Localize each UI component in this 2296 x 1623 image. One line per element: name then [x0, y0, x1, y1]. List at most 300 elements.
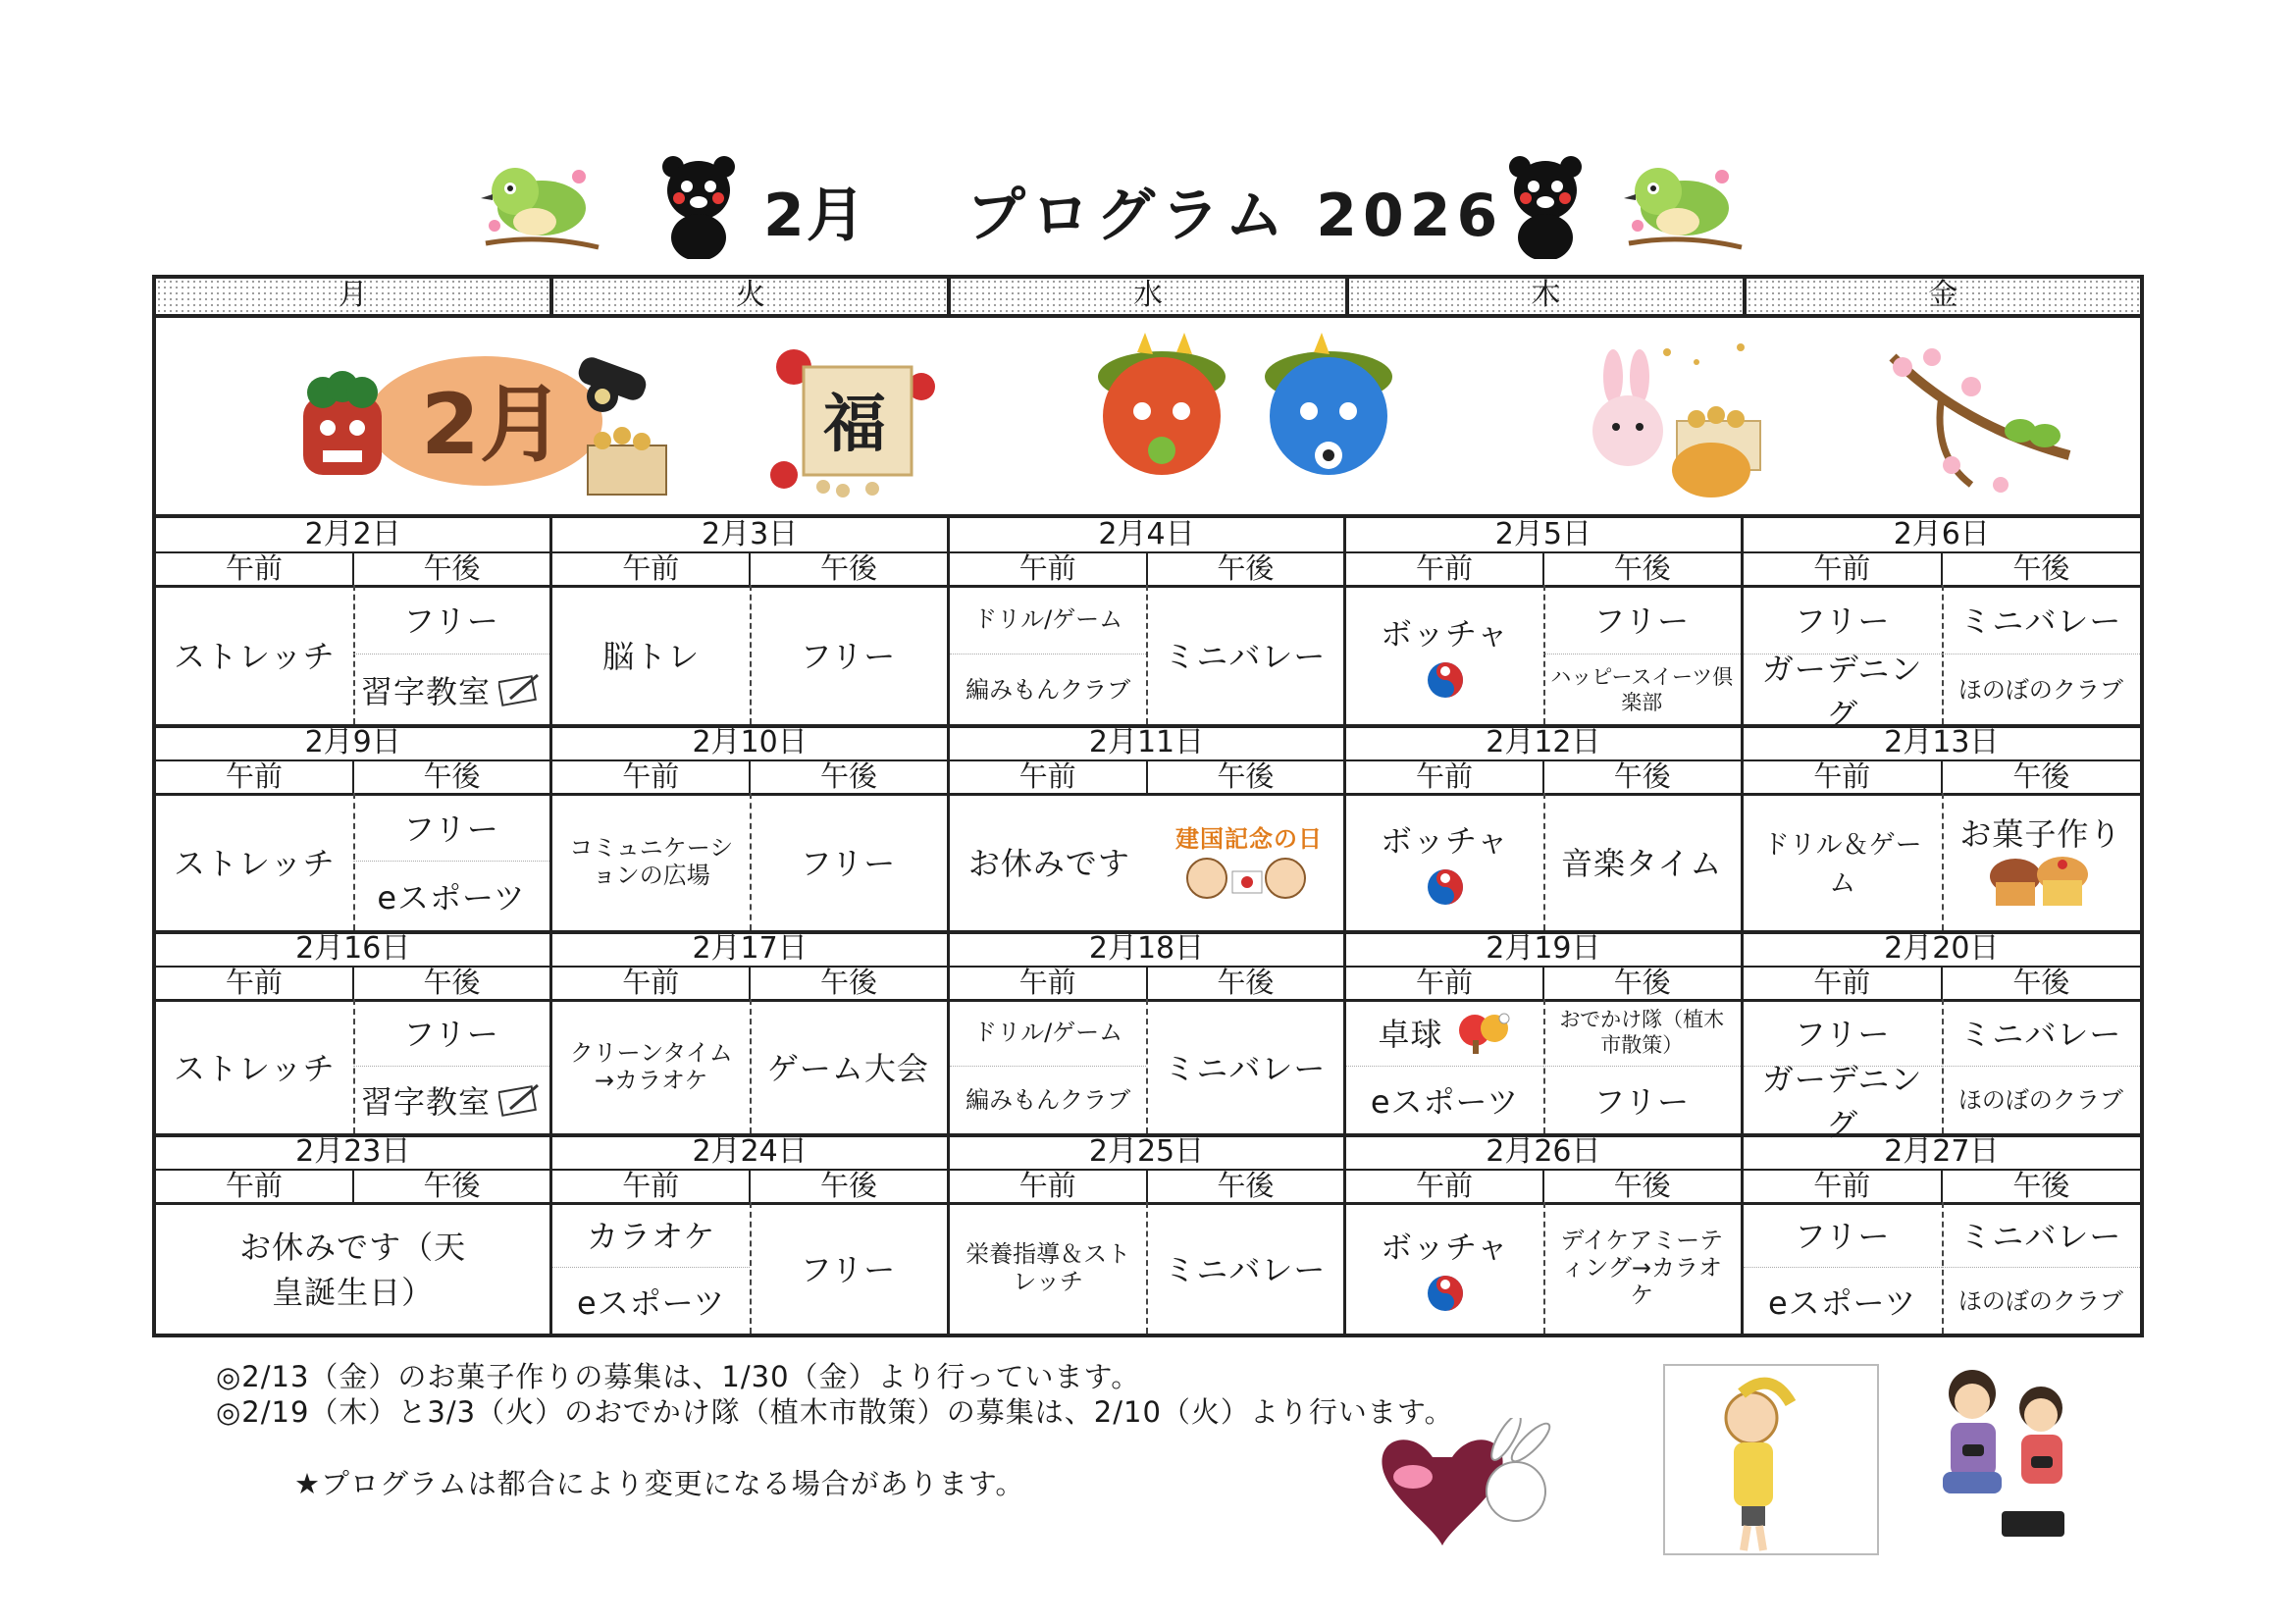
activity: [353, 999, 550, 1067]
am-label: 午前: [156, 1169, 354, 1202]
activity: [353, 793, 550, 862]
pm-label: 午後: [819, 966, 877, 999]
activity-text: 編みもんクラブ: [965, 1085, 1131, 1114]
month-badge: 2月: [421, 376, 564, 474]
weekday-fri: 金: [1747, 279, 2140, 314]
am-activities: [552, 999, 752, 1133]
am-activities: [552, 1202, 752, 1334]
activity-text: ゲーム大会: [766, 1049, 929, 1087]
am-pm-header: [552, 551, 946, 588]
activity-area: [950, 1202, 1343, 1334]
day-cell: [156, 1135, 552, 1334]
activity-area: [156, 793, 549, 930]
activity-text: フリー: [800, 845, 897, 882]
activity-text: eスポーツ: [1370, 1082, 1520, 1121]
pm-activities: [1147, 1202, 1344, 1334]
day-cell: [156, 932, 552, 1133]
activity-area: [1744, 793, 2140, 930]
am-pm-header: [156, 1169, 549, 1205]
svg-text:建国記念の日: 建国記念の日: [1175, 825, 1324, 853]
week-row: [156, 517, 2140, 733]
am-pm-header: [950, 759, 1343, 796]
activity: [1147, 1202, 1344, 1334]
boccia-ball-icon: [1426, 867, 1465, 907]
pm-label: 午後: [2012, 759, 2070, 793]
activity-text: ボッチャ: [1381, 615, 1510, 653]
date-label: 2月27日: [1744, 1135, 2140, 1171]
pm-label: 午後: [819, 551, 877, 585]
weekday-header: [156, 279, 2140, 318]
date-label: 2月26日: [1346, 1135, 1740, 1171]
bear-mascot-icon: [659, 151, 738, 259]
calendar-table: [152, 275, 2144, 1337]
am-pm-header: [552, 1169, 946, 1205]
pm-label: 午後: [819, 1169, 877, 1202]
activity-text: 編みもんクラブ: [965, 675, 1131, 704]
day-cell: [1744, 1135, 2140, 1334]
date-label: 2月11日: [950, 726, 1343, 761]
activity-text: カラオケ: [587, 1218, 716, 1255]
activity: [1942, 654, 2140, 724]
am-label: 午前: [950, 1169, 1148, 1202]
activity: [552, 1202, 750, 1268]
am-pm-header: [156, 551, 549, 588]
activity-text: フリー: [1593, 602, 1691, 640]
activity-text: ガーデニング: [1761, 1060, 1923, 1143]
am-label: 午前: [950, 966, 1148, 999]
activity: [1942, 1067, 2140, 1134]
activity: [1942, 999, 2140, 1067]
date-label: 2月16日: [156, 932, 549, 968]
rabbit-beans-illustration: [1569, 333, 1765, 504]
am-pm-header: [1744, 1169, 2140, 1205]
pm-activities: [750, 585, 947, 724]
activity-area: [552, 793, 946, 930]
am-pm-header: [950, 551, 1343, 588]
activity-text: 習字教室: [361, 672, 492, 710]
activity-area: [1346, 793, 1740, 930]
activity: [1346, 1202, 1543, 1334]
national-foundation-day-icon: [1168, 817, 1325, 906]
am-label: 午前: [1346, 759, 1544, 793]
disclaimer: ★プログラムは都合により変更になる場合があります。: [294, 1467, 1025, 1500]
pm-label: 午後: [1217, 759, 1275, 793]
activity-text: フリー: [1794, 1015, 1891, 1053]
date-label: 2月12日: [1346, 726, 1740, 761]
activity: [750, 999, 947, 1133]
activity: [1346, 1067, 1543, 1134]
day-cell: [1346, 1135, 1743, 1334]
activity-area: [950, 585, 1343, 724]
activity-area: [1346, 999, 1740, 1133]
pm-activities: [1942, 585, 2140, 724]
activity-text: ストレッチ: [174, 638, 336, 675]
activity-text: フリー: [800, 638, 897, 675]
activity-text: eスポーツ: [1767, 1283, 1917, 1322]
activity: [750, 793, 947, 930]
pm-activities: [1942, 793, 2140, 930]
day-cell: [552, 1135, 949, 1334]
pm-label: 午後: [423, 966, 481, 999]
pm-activities: [1147, 999, 1344, 1133]
day-cell: [156, 518, 552, 724]
activity: [1346, 999, 1543, 1067]
date-label: 2月23日: [156, 1135, 549, 1171]
activity: [750, 1202, 947, 1334]
activity-text: ガーデニング: [1761, 650, 1923, 733]
cupcake-icon: [1982, 855, 2100, 910]
activity: [1744, 650, 1942, 733]
holiday-notice: [950, 793, 1343, 930]
activity-text: ほのぼのクラブ: [1957, 1286, 2123, 1315]
am-label: 午前: [552, 759, 751, 793]
date-label: 2月2日: [156, 518, 549, 553]
activity: [1543, 1202, 1741, 1334]
note-sweets-signup: ◎2/13（金）のお菓子作りの募集は、1/30（金）より行っています。: [216, 1360, 1141, 1393]
activity-text: 脳トレ: [602, 638, 701, 675]
activity: [950, 999, 1147, 1067]
am-label: 午前: [156, 551, 354, 585]
am-pm-header: [156, 759, 549, 796]
am-activities: [1346, 585, 1545, 724]
pm-activities: [750, 1202, 947, 1334]
activity: [1744, 1268, 1942, 1334]
pm-label: 午後: [819, 759, 877, 793]
activity-area: [1744, 585, 2140, 733]
activity: [950, 1067, 1147, 1134]
am-pm-header: [1346, 966, 1740, 1002]
activity: [156, 793, 353, 930]
title-month: 2月: [763, 182, 867, 250]
activity-text: 習字教室: [361, 1082, 492, 1121]
activity-text: ストレッチ: [174, 1049, 336, 1087]
weekday-mon: 月: [156, 279, 553, 314]
ping-pong-icon: [1453, 1011, 1512, 1054]
pm-label: 午後: [1613, 1169, 1671, 1202]
am-label: 午前: [1346, 966, 1544, 999]
holiday-text: お休みです（天皇誕生日）: [239, 1229, 467, 1311]
activity-text: フリー: [1794, 1218, 1891, 1255]
activity: [1543, 793, 1741, 930]
pm-activities: [1543, 793, 1741, 930]
activity-text: ミニバレー: [1959, 602, 2122, 640]
activity-text: 栄養指導＆ストレッチ: [965, 1240, 1131, 1295]
activity: [353, 585, 550, 654]
week-row: [156, 726, 2140, 934]
pm-activities: [1543, 585, 1741, 724]
am-label: 午前: [1346, 551, 1544, 585]
activity: [1147, 585, 1344, 724]
plum-branch-illustration: [1883, 338, 2079, 499]
activity-text: 音楽タイム: [1561, 845, 1723, 882]
am-label: 午前: [950, 759, 1148, 793]
activity: [1543, 585, 1741, 654]
activity: [1942, 585, 2140, 654]
am-label: 午前: [1744, 966, 1943, 999]
am-label: 午前: [950, 551, 1148, 585]
date-label: 2月17日: [552, 932, 946, 968]
pm-activities: [1942, 1202, 2140, 1334]
day-cell: [1346, 932, 1743, 1133]
activity-text: ボッチャ: [1381, 822, 1510, 860]
am-label: 午前: [1744, 551, 1943, 585]
day-cell: [950, 518, 1346, 724]
am-activities: [1744, 999, 1944, 1143]
activity-text: デイケアミーティング→カラオケ: [1560, 1227, 1724, 1309]
day-cell: [552, 932, 949, 1133]
weekday-tue: 火: [553, 279, 951, 314]
activity-area: [1346, 1202, 1740, 1334]
date-label: 2月13日: [1744, 726, 2140, 761]
activity: [1543, 654, 1741, 724]
activity: [552, 999, 750, 1133]
pm-activities: [750, 793, 947, 930]
day-cell: [1744, 931, 2140, 1143]
oni-pair-illustration: [1078, 333, 1412, 504]
pm-activities: [1147, 585, 1344, 724]
activity-text: ミニバレー: [1959, 1015, 2122, 1053]
note-outing-signup: ◎2/19（木）と3/3（火）のおでかけ隊（植木市散策）の募集は、2/10（火）より行います。: [216, 1395, 1454, 1429]
activity-area: [552, 585, 946, 724]
date-label: 2月4日: [950, 518, 1343, 553]
week-row: [156, 931, 2140, 1143]
activity-text: eスポーツ: [377, 879, 526, 916]
page-title: プログラム 2026: [966, 182, 1504, 250]
boccia-ball-icon: [1426, 1274, 1465, 1313]
activity-text: クリーンタイム→カラオケ: [569, 1038, 733, 1094]
day-cell: [1744, 726, 2140, 930]
activity: [1346, 585, 1543, 724]
activity: [1744, 1060, 1942, 1143]
activity-area: [950, 793, 1343, 930]
activity-text: 卓球: [1378, 1015, 1443, 1053]
date-label: 2月24日: [552, 1135, 946, 1171]
activity-text: フリー: [403, 602, 499, 640]
pm-activities: [750, 999, 947, 1133]
pm-activities: [1543, 999, 1741, 1133]
activity: [1543, 999, 1741, 1067]
activity-area: [1744, 999, 2140, 1143]
activity-text: ドリル/ゲーム: [973, 1018, 1123, 1046]
pm-activities: [1942, 999, 2140, 1133]
pm-label: 午後: [423, 1169, 481, 1202]
activity-text: フリー: [1593, 1082, 1691, 1121]
pm-label: 午後: [1613, 759, 1671, 793]
am-label: 午前: [1346, 1169, 1544, 1202]
activity: [156, 585, 353, 724]
boccia-ball-icon: [1426, 660, 1465, 700]
am-pm-header: [950, 966, 1343, 1002]
activity-area: [156, 999, 549, 1133]
am-activities: [950, 999, 1149, 1133]
weekday-thu: 木: [1349, 279, 1747, 314]
am-activities: [552, 793, 752, 930]
am-label: 午前: [1744, 1169, 1943, 1202]
date-label: 2月5日: [1346, 518, 1740, 553]
activity-text: フリー: [1794, 602, 1891, 640]
am-label: 午前: [552, 551, 751, 585]
activity: [552, 1268, 750, 1334]
am-activities: [1346, 1202, 1545, 1334]
activity-area: [950, 999, 1343, 1133]
activity: [1543, 1067, 1741, 1134]
calligraphy-icon: [498, 1083, 542, 1117]
am-label: 午前: [552, 966, 751, 999]
activity: [1346, 793, 1543, 930]
activity-text: フリー: [800, 1251, 897, 1288]
pm-activities: [1543, 1202, 1741, 1334]
activity: [1744, 1202, 1942, 1268]
am-label: 午前: [156, 966, 354, 999]
pm-activities: [353, 999, 550, 1133]
activity: [950, 585, 1147, 654]
activity: [353, 1067, 550, 1134]
pm-label: 午後: [423, 551, 481, 585]
am-activities: [1744, 1202, 1944, 1334]
am-label: 午前: [1744, 759, 1943, 793]
weekday-wed: 水: [951, 279, 1348, 314]
header: [0, 147, 2296, 265]
activity: [1942, 1268, 2140, 1334]
am-pm-header: [950, 1169, 1343, 1205]
am-pm-header: [552, 966, 946, 1002]
date-label: 2月6日: [1744, 518, 2140, 553]
am-pm-header: [1744, 759, 2140, 796]
stretching-person-illustration: [1663, 1364, 1879, 1555]
am-pm-header: [1346, 551, 1740, 588]
activity-area: [156, 585, 549, 724]
activity-area: [552, 999, 946, 1133]
bird-icon: [1624, 157, 1751, 255]
bird-icon: [481, 157, 608, 255]
am-activities: [156, 585, 355, 724]
decoration-banner: [156, 318, 2140, 518]
activity: [552, 793, 750, 930]
am-pm-header: [1346, 759, 1740, 796]
am-activities: [156, 793, 355, 930]
pm-label: 午後: [2012, 551, 2070, 585]
activity: [1744, 793, 1942, 930]
pm-label: 午後: [1613, 966, 1671, 999]
am-activities: [1346, 999, 1545, 1133]
activity-area: [156, 1202, 549, 1334]
pm-activities: [353, 585, 550, 724]
activity-text: お菓子作り: [1959, 815, 2122, 853]
pm-label: 午後: [1613, 551, 1671, 585]
am-pm-header: [1744, 966, 2140, 1002]
day-cell: [950, 1135, 1346, 1334]
activity: [1147, 999, 1344, 1133]
activity: [750, 585, 947, 724]
am-pm-header: [1744, 551, 2140, 588]
setsubun-month-illustration: [284, 338, 676, 504]
activity: [353, 862, 550, 930]
date-label: 2月18日: [950, 932, 1343, 968]
valentine-rabbit-illustration: [1374, 1418, 1580, 1555]
day-cell: [950, 726, 1346, 930]
day-cell: [552, 518, 949, 724]
pm-label: 午後: [1217, 966, 1275, 999]
am-activities: [1744, 793, 1944, 930]
activity-text: ミニバレー: [1164, 1049, 1327, 1087]
activity-text: フリー: [403, 1015, 499, 1053]
pm-label: 午後: [1217, 551, 1275, 585]
pm-label: 午後: [423, 759, 481, 793]
activity: [156, 999, 353, 1133]
activity: [950, 654, 1147, 724]
holiday-text: お休みです: [967, 845, 1130, 882]
fuku-char: 福: [823, 389, 886, 461]
activity-area: [1744, 1202, 2140, 1334]
activity-text: ミニバレー: [1164, 638, 1327, 675]
am-activities: [950, 585, 1149, 724]
calligraphy-icon: [498, 673, 542, 707]
activity-text: ほのぼのクラブ: [1957, 1085, 2123, 1114]
pm-activities: [353, 793, 550, 930]
activity: [950, 1202, 1147, 1334]
am-label: 午前: [156, 759, 354, 793]
activity-text: ドリル/ゲーム: [973, 605, 1123, 633]
activity-text: ハッピースイーツ倶楽部: [1550, 664, 1734, 714]
am-activities: [552, 585, 752, 724]
am-pm-header: [156, 966, 549, 1002]
day-cell: [156, 726, 552, 930]
activity: [1942, 1202, 2140, 1268]
activity-text: eスポーツ: [577, 1283, 726, 1322]
activity: [1942, 793, 2140, 930]
activity-text: ストレッチ: [174, 845, 336, 882]
date-label: 2月19日: [1346, 932, 1740, 968]
day-cell: [1744, 517, 2140, 733]
activity-area: [552, 1202, 946, 1334]
activity-text: ほのぼのクラブ: [1957, 675, 2123, 704]
date-label: 2月25日: [950, 1135, 1343, 1171]
am-activities: [950, 1202, 1149, 1334]
activity-text: ボッチャ: [1381, 1229, 1510, 1266]
am-pm-header: [1346, 1169, 1740, 1205]
activity-area: [1346, 585, 1740, 724]
bear-mascot-icon: [1506, 151, 1585, 259]
activity: [353, 654, 550, 724]
day-cell: [950, 932, 1346, 1133]
date-label: 2月20日: [1744, 932, 2140, 968]
activity-text: フリー: [403, 810, 499, 848]
am-activities: [156, 999, 355, 1133]
date-label: 2月3日: [552, 518, 946, 553]
week-row: [156, 1135, 2140, 1334]
holiday-notice: [156, 1202, 549, 1334]
activity: [552, 585, 750, 724]
activity-text: ドリル＆ゲーム: [1762, 830, 1922, 899]
am-activities: [1346, 793, 1545, 930]
activity-text: コミュニケーションの広場: [569, 834, 734, 889]
am-pm-header: [552, 759, 946, 796]
am-activities: [1744, 585, 1944, 733]
date-label: 2月9日: [156, 726, 549, 761]
am-label: 午前: [552, 1169, 751, 1202]
pm-label: 午後: [2012, 1169, 2070, 1202]
day-cell: [1346, 518, 1743, 724]
activity-text: ミニバレー: [1164, 1251, 1327, 1288]
fuku-masu-illustration: [755, 328, 951, 504]
day-cell: [552, 726, 949, 930]
activity-text: おでかけ隊（植木市散策）: [1559, 1007, 1725, 1057]
pm-label: 午後: [1217, 1169, 1275, 1202]
activity-text: ミニバレー: [1959, 1218, 2122, 1255]
day-cell: [1346, 726, 1743, 930]
pm-label: 午後: [2012, 966, 2070, 999]
date-label: 2月10日: [552, 726, 946, 761]
